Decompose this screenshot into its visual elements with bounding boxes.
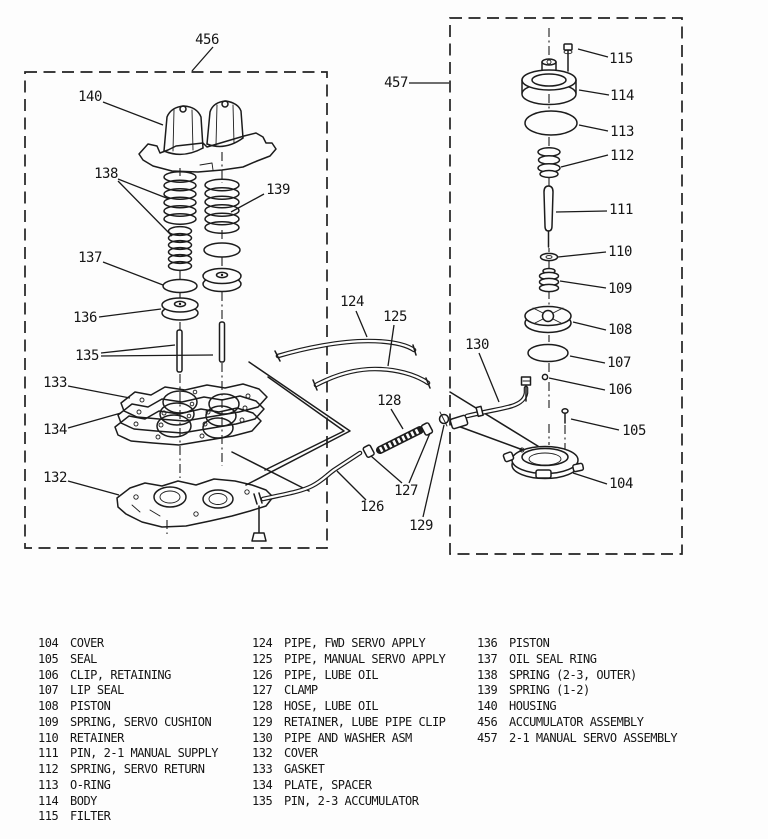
part-number: 132 (252, 746, 273, 761)
housing-140-drawing (139, 101, 276, 172)
callout-139: 139 (266, 182, 290, 198)
legend-row-128 (252, 699, 445, 715)
legend-row-134 (252, 778, 445, 794)
leader-line-113 (579, 125, 608, 131)
callout-107: 107 (607, 355, 631, 371)
part-number: 107 (38, 683, 59, 698)
part-name: OIL SEAL RING (509, 651, 597, 666)
pipe-130-drawing (467, 377, 531, 416)
legend-row-113 (38, 778, 218, 794)
part-name: LIP SEAL (70, 683, 124, 698)
pipe-124-drawing (275, 341, 416, 361)
lip-seal-107-drawing (528, 345, 568, 362)
legend-row-107 (38, 683, 218, 699)
part-number: 106 (38, 667, 59, 682)
leader-line-132 (68, 481, 119, 495)
part-name: RETAINER (70, 730, 124, 745)
legend-row-112 (38, 762, 218, 778)
leader-line-105 (571, 419, 619, 430)
part-name: CLIP, RETAINING (70, 667, 171, 682)
callout-138: 138 (94, 166, 118, 182)
part-name: CLAMP (284, 683, 318, 698)
callout-115: 115 (609, 51, 633, 67)
cover-104-drawing (503, 447, 584, 479)
leader-line-135 (101, 355, 213, 356)
legend-row-127 (252, 683, 445, 699)
part-name: HOUSING (509, 699, 557, 713)
part-name: PIPE AND WASHER ASM (284, 730, 412, 745)
part-name: GASKET (284, 762, 325, 776)
pipe-125-drawing (313, 369, 430, 390)
hose-128-drawing (380, 430, 420, 450)
part-number: 128 (252, 699, 273, 713)
bolt-drawing (252, 506, 266, 541)
leader-line-110 (558, 252, 606, 257)
callout-129: 129 (409, 518, 433, 534)
legend-row-132 (252, 746, 445, 762)
part-number: 105 (38, 651, 59, 666)
leader-line-456 (192, 47, 213, 71)
leader-line-126 (337, 471, 366, 500)
leader-line-133 (68, 386, 130, 398)
part-number: 110 (38, 730, 59, 745)
part-name: PIN, 2-1 MANUAL SUPPLY (70, 746, 218, 761)
part-number: 114 (38, 793, 59, 808)
legend-row-111 (38, 746, 218, 762)
callout-130: 130 (465, 337, 489, 353)
o-ring-113-drawing (525, 111, 577, 135)
callout-111: 111 (609, 202, 633, 218)
callout-136: 136 (73, 310, 97, 326)
servo-assembly-box (450, 18, 682, 554)
part-number: 456 (477, 714, 498, 729)
part-name: COVER (284, 746, 318, 761)
leader-line-128 (391, 409, 403, 429)
piston-136-drawing (162, 298, 198, 320)
part-name: BODY (70, 793, 97, 808)
pipe-routing-lines (232, 362, 541, 491)
callout-114: 114 (610, 88, 634, 104)
leader-line-137 (103, 262, 163, 285)
leader-line-134 (68, 413, 121, 428)
cover-132-drawing (117, 479, 273, 534)
callout-106: 106 (608, 382, 632, 398)
callout-126: 126 (360, 499, 384, 515)
part-number: 108 (38, 699, 59, 713)
legend-row-457 (477, 731, 677, 747)
spring-112-drawing (538, 148, 560, 178)
leader-line-127 (409, 433, 430, 483)
part-number: 136 (477, 636, 498, 650)
legend-row-130 (252, 731, 445, 747)
legend-row-126 (252, 668, 445, 684)
part-number: 137 (477, 651, 498, 666)
part-number: 104 (38, 636, 59, 650)
callout-108: 108 (608, 322, 632, 338)
part-name: SPRING, SERVO CUSHION (70, 714, 212, 729)
legend-row-136 (477, 636, 677, 652)
part-number: 109 (38, 714, 59, 729)
legend-column-3 (477, 636, 677, 746)
legend-row-106 (38, 668, 218, 684)
leader-line-130 (479, 353, 499, 402)
part-number: 133 (252, 762, 273, 776)
part-number: 111 (38, 746, 59, 761)
part-name: O-RING (70, 777, 111, 792)
callout-127: 127 (394, 483, 418, 499)
part-name: 2-1 MANUAL SERVO ASSEMBLY (509, 730, 678, 745)
legend-row-124 (252, 636, 445, 652)
part-number: 127 (252, 683, 273, 698)
legend-row-133 (252, 762, 445, 778)
retainer-110-drawing (541, 253, 558, 260)
legend-row-135 (252, 794, 445, 810)
leader-line-136 (99, 309, 161, 317)
part-number: 139 (477, 683, 498, 698)
leader-line-129 (423, 425, 444, 517)
legend-row-140 (477, 699, 677, 715)
part-number: 134 (252, 777, 273, 792)
legend-row-139 (477, 683, 677, 699)
part-number: 138 (477, 667, 498, 682)
spring-138-inner-drawing (169, 227, 192, 271)
callout-112: 112 (610, 148, 634, 164)
callout-133: 133 (43, 375, 67, 391)
part-number: 115 (38, 809, 59, 824)
seal-105-drawing (562, 409, 568, 423)
part-number: 135 (252, 793, 273, 808)
legend-column-2 (252, 636, 445, 809)
part-name: ACCUMULATOR ASSEMBLY (509, 714, 644, 729)
callout-140: 140 (78, 89, 102, 105)
callout-132: 132 (43, 470, 67, 486)
part-number: 112 (38, 762, 59, 776)
legend-row-115 (38, 809, 218, 825)
callout-109: 109 (608, 281, 632, 297)
part-number: 126 (252, 667, 273, 682)
oil-seal-ring-137-drawing (163, 280, 197, 293)
callout-110: 110 (608, 244, 632, 260)
callout-128: 128 (377, 393, 401, 409)
leader-line-127 (371, 456, 402, 483)
pipes-drawing (232, 341, 541, 504)
legend-row-137 (477, 652, 677, 668)
part-name: SEAL (70, 651, 97, 666)
leader-line-140 (103, 102, 163, 125)
part-number: 129 (252, 714, 273, 729)
part-name: PIPE, MANUAL SERVO APPLY (284, 651, 446, 666)
leader-line-108 (573, 322, 606, 330)
right-piston-drawing (203, 269, 241, 292)
callout-104: 104 (609, 476, 633, 492)
leader-line-104 (573, 473, 607, 484)
leader-line-125 (388, 325, 394, 366)
leader-line-135 (101, 345, 175, 353)
callout-457: 457 (384, 75, 408, 91)
leader-line-107 (570, 356, 605, 363)
part-name: COVER (70, 636, 104, 650)
legend-row-110 (38, 731, 218, 747)
legend-row-138 (477, 668, 677, 684)
part-number: 130 (252, 730, 273, 745)
legend-column-1 (38, 636, 218, 825)
legend-row-109 (38, 715, 218, 731)
part-name: PIN, 2-3 ACCUMULATOR (284, 793, 419, 808)
part-name: PIPE, FWD SERVO APPLY (284, 636, 426, 650)
callout-137: 137 (78, 250, 102, 266)
callout-113: 113 (610, 124, 634, 140)
legend-row-114 (38, 794, 218, 810)
part-number: 125 (252, 651, 273, 666)
spring-109-drawing (540, 269, 559, 292)
leader-line-114 (579, 90, 609, 95)
callout-125: 125 (383, 309, 407, 325)
callout-135: 135 (75, 348, 99, 364)
piston-108-drawing (525, 307, 571, 333)
accumulator-assembly-drawing (115, 101, 276, 541)
servo-assembly-drawing (503, 28, 584, 479)
right-oil-seal-drawing (204, 243, 240, 257)
legend-row-108 (38, 699, 218, 715)
part-name: RETAINER, LUBE PIPE CLIP (284, 714, 446, 729)
leader-line-115 (578, 49, 608, 57)
part-name: FILTER (70, 809, 111, 824)
part-name: SPRING (2-3, OUTER) (509, 667, 637, 682)
part-name: PISTON (70, 699, 111, 713)
part-name: PLATE, SPACER (284, 777, 372, 792)
part-name: SPRING (1-2) (509, 683, 590, 698)
leader-line-124 (356, 311, 367, 337)
legend-row-105 (38, 652, 218, 668)
part-number: 124 (252, 636, 273, 650)
filter-115-drawing (564, 44, 572, 71)
part-name: SPRING, SERVO RETURN (70, 762, 205, 776)
legend-row-456 (477, 715, 677, 731)
part-name: PIPE, LUBE OIL (284, 667, 379, 682)
callout-124: 124 (340, 294, 364, 310)
callout-456: 456 (195, 32, 219, 48)
callout-134: 134 (43, 422, 67, 438)
gasket-and-spacer-plates-drawing (115, 384, 267, 445)
leader-line-112 (561, 155, 608, 167)
spring-139-drawing (205, 179, 239, 233)
part-number: 140 (477, 699, 498, 713)
leader-line-109 (560, 281, 606, 288)
legend-row-104 (38, 636, 218, 652)
leader-line-106 (549, 378, 605, 390)
pins-135-drawing (177, 322, 225, 372)
legend-row-125 (252, 652, 445, 668)
part-number: 113 (38, 777, 59, 792)
legend-row-129 (252, 715, 445, 731)
spring-138-outer-drawing (164, 172, 196, 224)
part-number: 457 (477, 730, 498, 745)
clip-106-drawing (542, 374, 547, 379)
part-name: HOSE, LUBE OIL (284, 699, 379, 713)
leader-line-111 (556, 211, 607, 212)
part-name: PISTON (509, 636, 550, 650)
callout-105: 105 (622, 423, 646, 439)
pin-111-drawing (544, 186, 553, 247)
